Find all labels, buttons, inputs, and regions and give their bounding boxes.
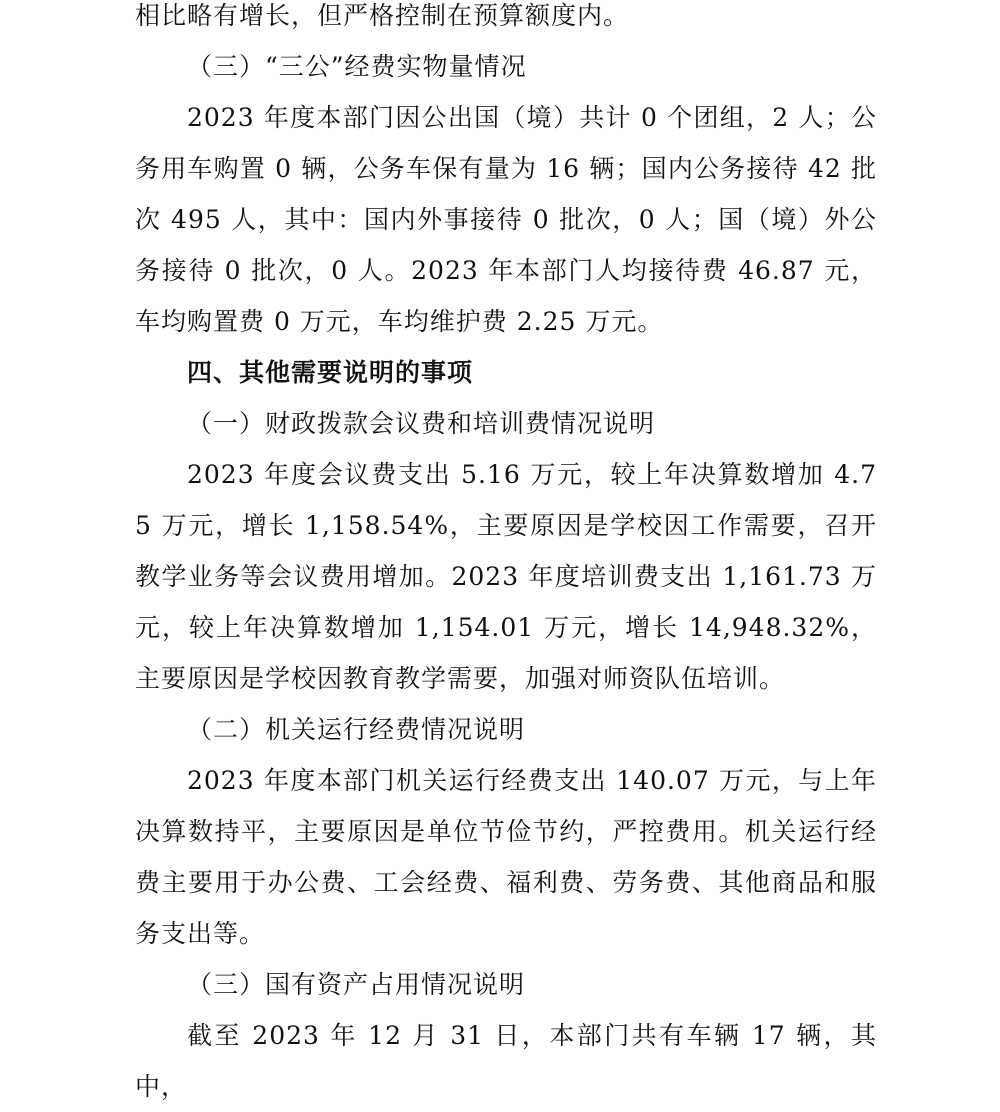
paragraph-meeting-training: 2023 年度会议费支出 5.16 万元，较上年决算数增加 4.75 万元，增长 1,158.54%，主要原因是学校因工作需要，召开教学业务等会议费用增加。2023 年度培训费支出 1,161.73 万元，较上年决算数增加 1,154.01 万元，增长 14,948.32%，主要原因是学校因教育教学需要，加强对师资队伍培训。 xyxy=(135,460,877,693)
section-heading-operating-expenses: （二）机关运行经费情况说明 xyxy=(187,715,526,744)
paragraph-state-assets: 截至 2023 年 12 月 31 日，本部门共有车辆 17 辆，其中， xyxy=(135,1021,877,1101)
paragraph-continued: 相比略有增长，但严格控制在预算额度内。 xyxy=(135,1,630,30)
section-heading-state-assets: （三）国有资产占用情况说明 xyxy=(187,970,526,999)
document-page xyxy=(135,0,877,1112)
section-heading-sangong-quantity: （三）“三公”经费实物量情况 xyxy=(187,52,527,81)
paragraph-sangong-quantity: 2023 年度本部门因公出国（境）共计 0 个团组，2 人；公务用车购置 0 辆，公务车保有量为 16 辆；国内公务接待 42 批次 495 人，其中：国内外事接待 0 批次，0 人；国（境）外公务接待 0 批次，0 人。2023 年本部门人均接待费 46.87 元，车均购置费 0 万元，车均维护费 2.25 万元。 xyxy=(135,103,877,336)
section-heading-other-matters: 四、其他需要说明的事项 xyxy=(187,358,474,387)
section-heading-meeting-training: （一）财政拨款会议费和培训费情况说明 xyxy=(187,409,656,438)
paragraph-operating-expenses: 2023 年度本部门机关运行经费支出 140.07 万元，与上年决算数持平，主要原因是单位节俭节约，严控费用。机关运行经费主要用于办公费、工会经费、福利费、劳务费、其他商品和服务支出等。 xyxy=(135,766,877,948)
